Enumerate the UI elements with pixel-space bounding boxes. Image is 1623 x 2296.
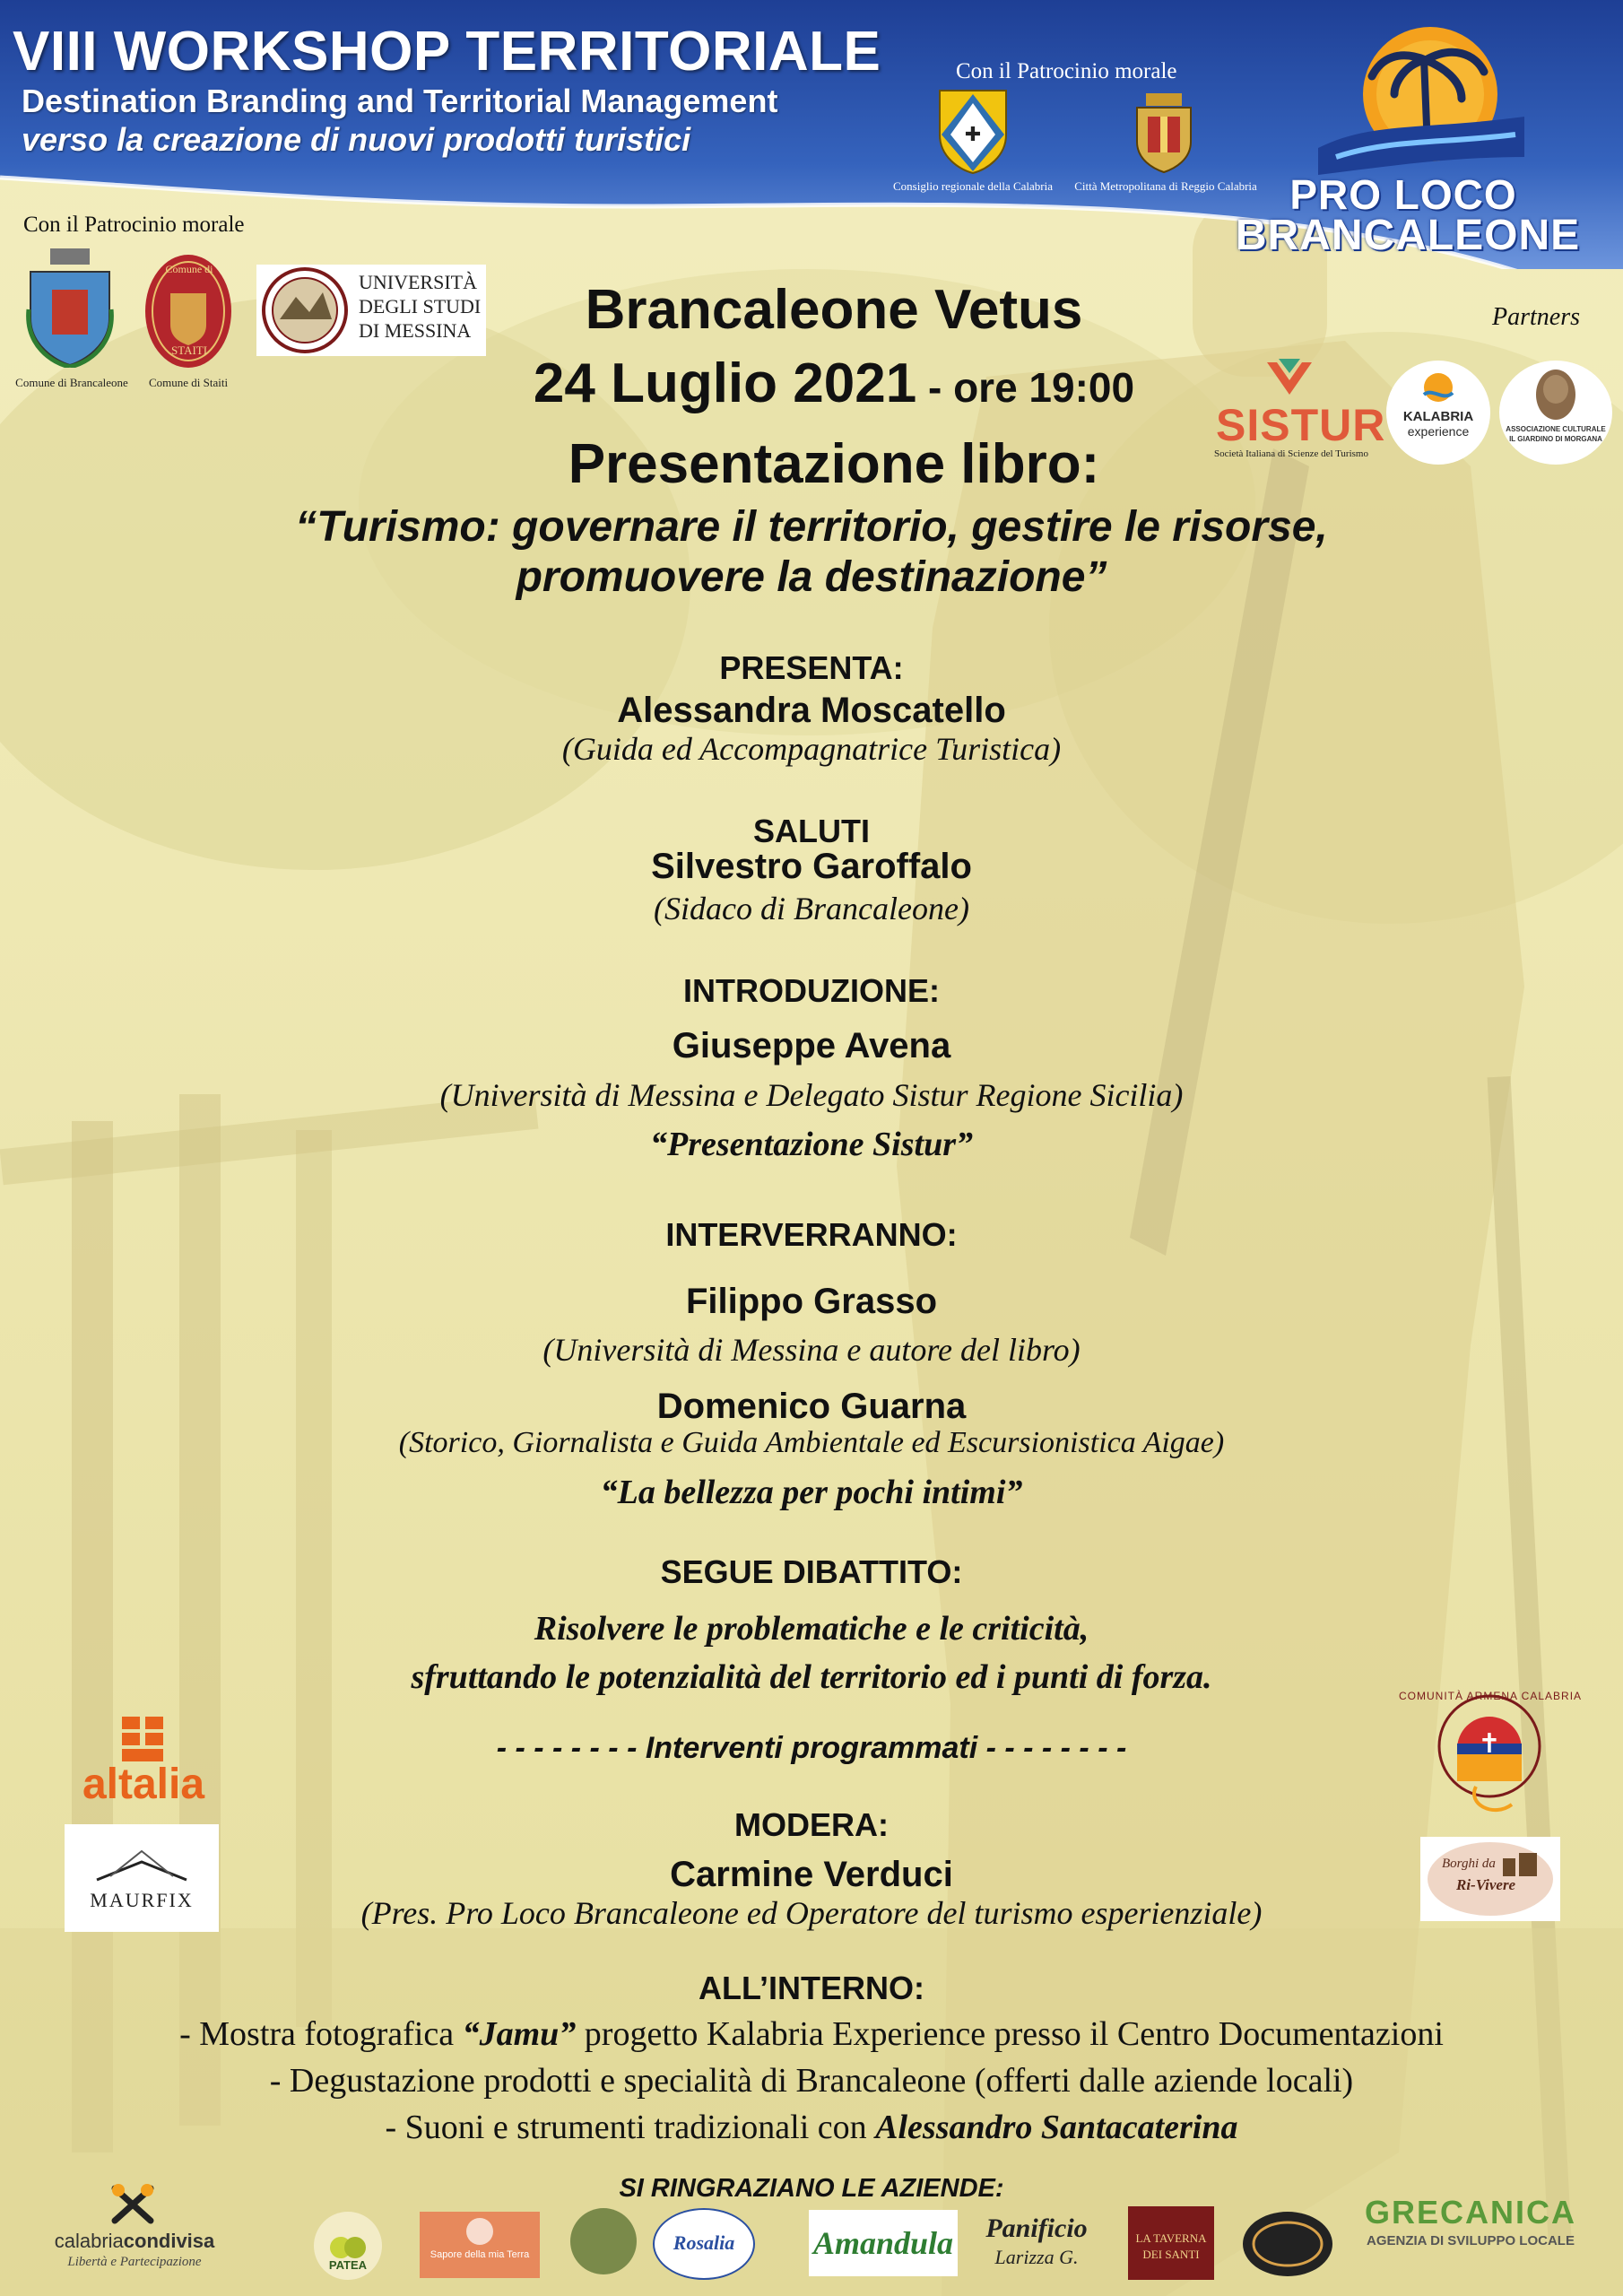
saluti-label: SALUTI (753, 813, 870, 849)
staiti-seal-top: Comune di (165, 263, 213, 275)
presenta-name: Alessandra Moscatello (617, 691, 1006, 730)
borghi-line2: Ri-Vivere (1456, 1876, 1516, 1893)
taverna-line2: DEI SANTI (1142, 2248, 1200, 2261)
interv2-role: (Storico, Giornalista e Guida Ambientale ed Escursionistica Aigae) (398, 1426, 1225, 1459)
interv1-name: Filippo Grasso (685, 1282, 938, 1321)
patrocinio-left-label: Con il Patrocinio morale (23, 213, 245, 237)
amandula-logo (809, 2210, 958, 2276)
patrocinio-header-label: Con il Patrocinio morale (956, 59, 1177, 83)
interv1-role: (Università di Messina e autore del libro) (542, 1332, 1081, 1368)
interno3-a: - Suoni e strumenti tradizionali con (385, 2109, 876, 2146)
maurfix-logo (65, 1824, 219, 1932)
kalabria-line2: experience (1407, 424, 1470, 439)
amandula-text: Amandula (812, 2225, 954, 2261)
unime-line3: DI MESSINA (359, 319, 472, 342)
rosalia-text: Rosalia (673, 2231, 735, 2254)
presentation-heading: Presentazione libro: (568, 433, 1100, 495)
presenta-role: (Guida ed Accompagnatrice Turistica) (561, 731, 1062, 767)
morgana-line2: IL GIARDINO DI MORGANA (1509, 435, 1602, 443)
sistur-logo-text: SISTUR (1216, 400, 1386, 450)
workshop-subtitle-2: verso la creazione di nuovi prodotti turistici (22, 121, 691, 158)
grecanica-line2: AGENZIA DI SVILUPPO LOCALE (1367, 2233, 1575, 2248)
modera-name: Carmine Verduci (670, 1855, 953, 1894)
modera-label: MODERA: (734, 1806, 889, 1843)
book-title-line2: promuovere la destinazione” (516, 553, 1107, 601)
dibattito-label: SEGUE DIBATTITO: (660, 1553, 963, 1590)
grecanica-logo (1363, 2194, 1578, 2257)
sistur-caption: Società Italiana di Scienze del Turismo (1214, 448, 1368, 459)
interv2-talk: “La bellezza per pochi intimi” (600, 1474, 1023, 1511)
regione-calabria-seal-icon (933, 85, 1013, 179)
interno3-name: Alessandro Santacaterina (875, 2109, 1238, 2146)
seal1-caption: Consiglio regionale della Calabria (893, 179, 1053, 193)
interno-item-3 (0, 2108, 1623, 2147)
pro-loco-sun-palm-icon (1318, 22, 1524, 188)
round-farm-logo-icon (570, 2208, 637, 2274)
comune1-caption: Comune di Brancaleone (15, 376, 128, 389)
staiti-seal-bottom: STAITI (170, 344, 208, 357)
patea-logo (312, 2210, 384, 2282)
borghi-line1: Borghi da (1442, 1857, 1496, 1871)
event-datetime (296, 352, 1372, 415)
unime-line1: UNIVERSITÀ (359, 271, 477, 293)
calabria-condivisa-name (36, 2230, 233, 2253)
introduzione-label: INTRODUZIONE: (683, 972, 940, 1009)
proloco-name-line1: PRO LOCO (1289, 171, 1517, 218)
modera-role: (Pres. Pro Loco Brancaleone ed Operatore del turismo esperienziale) (360, 1895, 1263, 1931)
workshop-subtitle: Destination Branding and Territorial Management (22, 83, 778, 119)
saluti-role: (Sidaco di Brancaleone) (654, 891, 969, 926)
introduzione-name: Giuseppe Avena (672, 1026, 951, 1065)
presenta-label: PRESENTA: (719, 649, 904, 686)
panificio-line1: Panificio (985, 2213, 1088, 2243)
taverna-dei-santi-logo (1128, 2206, 1214, 2280)
svg-text:✝: ✝ (1478, 1729, 1501, 1759)
sapore-mia-terra-logo (420, 2212, 540, 2278)
book-title-line1: “Turismo: governare il territorio, gestire le risorse, (295, 503, 1328, 551)
proloco-name-line2: BRANCALEONE (1235, 212, 1581, 259)
introduzione-talk: “Presentazione Sistur” (649, 1126, 974, 1163)
interno1-jamu: “Jamu” (462, 2015, 577, 2053)
maurfix-text: MAURFIX (90, 1889, 194, 1911)
kalabria-experience-logo (1386, 361, 1490, 465)
sapore-text: Sapore della mia Terra (430, 2249, 530, 2260)
condivisa-word: condivisa (123, 2230, 215, 2252)
morgana-line1: ASSOCIAZIONE CULTURALE (1506, 425, 1606, 433)
partners-label: Partners (1492, 303, 1580, 331)
interventi-programmati: - - - - - - - - Interventi programmati - - - - - - - - (496, 1731, 1127, 1765)
introduzione-role: (Università di Messina e Delegato Sistur Regione Sicilia) (439, 1077, 1184, 1113)
panificio-larizza-logo (974, 2213, 1099, 2276)
event-date: 24 Luglio 2021 (533, 352, 917, 414)
comunita-armena-logo (1431, 1688, 1548, 1827)
altalia-logo-text: altalia (82, 1761, 205, 1808)
dibattito-line2: sfruttando le potenzialità del territorio ed i punti di forza. (411, 1658, 1212, 1696)
grecanica-line1: GRECANICA (1364, 2194, 1576, 2231)
rosalia-logo (653, 2208, 755, 2280)
dark-oval-logo-icon (1243, 2212, 1332, 2276)
panificio-line2: Larizza G. (994, 2246, 1079, 2268)
event-time: - ore 19:00 (916, 364, 1135, 411)
svg-text:✚: ✚ (964, 123, 982, 145)
saluti-name: Silvestro Garoffalo (651, 847, 972, 886)
comune-brancaleone-crest-icon (25, 247, 115, 372)
interverranno-label: INTERVERRANNO: (665, 1216, 958, 1253)
taverna-line1: LA TAVERNA (1135, 2231, 1207, 2245)
borghi-rivivere-logo (1420, 1837, 1560, 1921)
interno-item-2: - Degustazione prodotti e specialità di Brancaleone (offerti dalle aziende locali) (269, 2062, 1354, 2100)
seal2-caption: Città Metropolitana di Reggio Calabria (1074, 179, 1257, 193)
armena-ring-text: COMUNITÀ ARMENA CALABRIA (1399, 1690, 1583, 1702)
kalabria-line1: KALABRIA (1402, 409, 1474, 424)
interno1-a: - Mostra fotografica (179, 2015, 463, 2053)
interno1-c: progetto Kalabria Experience presso il Centro Documentazioni (576, 2015, 1444, 2053)
dibattito-line1: Risolvere le problematiche e le criticità, (534, 1610, 1089, 1648)
patea-text: PATEA (328, 2258, 368, 2272)
calabria-motto: Libertà e Partecipazione (67, 2255, 202, 2269)
citta-metropolitana-seal-icon (1128, 90, 1200, 179)
interv2-name: Domenico Guarna (656, 1387, 967, 1426)
calabria-word: calabria (54, 2230, 124, 2252)
workshop-title: VIII WORKSHOP TERRITORIALE (13, 21, 881, 83)
interno-item-1 (0, 2014, 1623, 2054)
comune2-caption: Comune di Staiti (148, 376, 229, 389)
giardino-morgana-logo (1499, 361, 1612, 465)
interno-label: ALL’INTERNO: (699, 1970, 924, 2006)
event-place: Brancaleone Vetus (585, 279, 1083, 341)
sponsors-label: SI RINGRAZIANO LE AZIENDE: (619, 2174, 1004, 2203)
unime-line2: DEGLI STUDI (359, 295, 482, 317)
calabria-condivisa-logo (36, 2174, 233, 2278)
